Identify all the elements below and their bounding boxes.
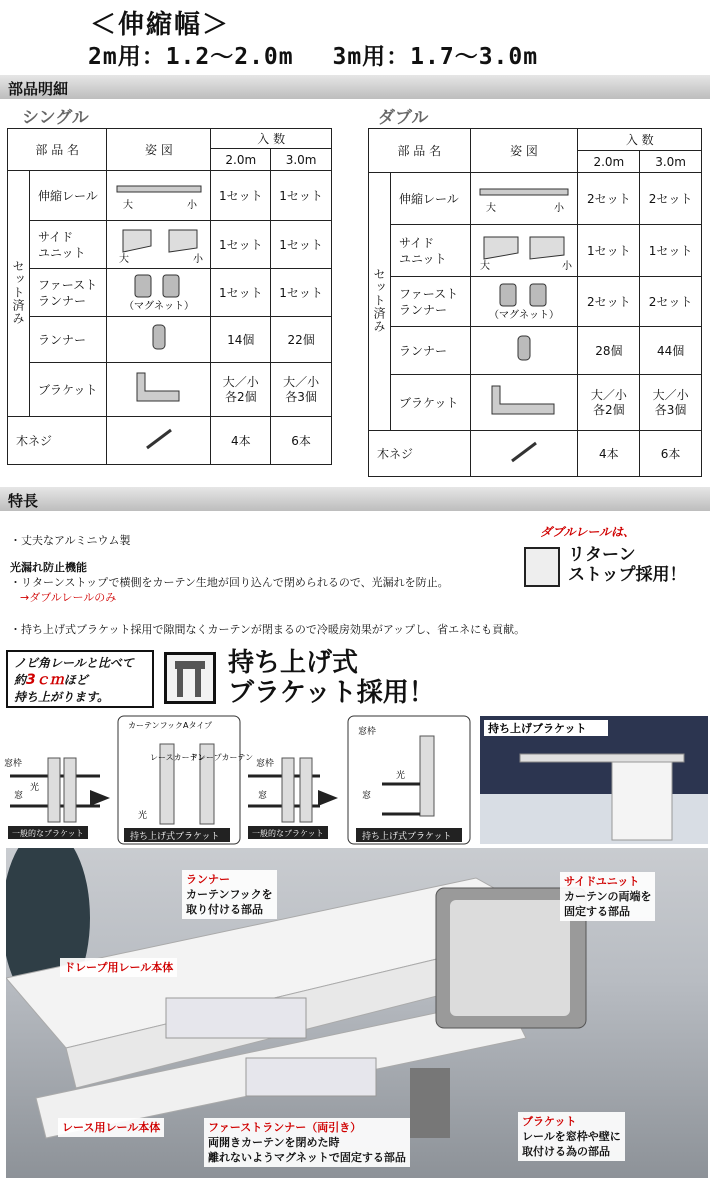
part-figure xyxy=(107,221,211,269)
qty-2m: 4本 xyxy=(211,417,271,465)
qty-3m: 6本 xyxy=(640,431,702,477)
side-unit-figure xyxy=(474,227,574,271)
first-runner-figure xyxy=(111,269,207,313)
set-label: セット済み xyxy=(10,259,25,325)
part-figure xyxy=(470,327,578,375)
fig-small: 小 xyxy=(186,200,197,211)
fig-small: 小 xyxy=(561,261,572,271)
callout-side-unit xyxy=(560,872,655,921)
col-qty: 入 数 xyxy=(578,129,702,151)
qty-3m: 6本 xyxy=(271,417,332,465)
label-light: 光 xyxy=(396,771,406,781)
feature-2: ・リターンストップで横側をカーテン生地が回り込んで閉められるので、光漏れを防止。 xyxy=(10,576,449,589)
qty-2m: 1セット xyxy=(578,225,640,277)
part-name: ファースト ランナー xyxy=(390,277,470,327)
col-2m: 2.0m xyxy=(211,149,271,171)
qty-2m: 1セット xyxy=(211,269,271,317)
fig-small: 小 xyxy=(553,203,564,214)
extension-range: 2m用：1.2〜2.0m 3m用：1.7〜3.0m xyxy=(88,44,539,70)
part-figure xyxy=(470,375,578,431)
fig-magnet: （マグネット） xyxy=(124,301,194,312)
callout-runner-desc: カーテンフックを 取り付ける部品 xyxy=(186,888,273,916)
feature-1: ・丈夫なアルミニウム製 xyxy=(10,534,131,547)
qty-3m: 大／小 各3個 xyxy=(271,363,332,417)
part-name: ブラケット xyxy=(390,375,470,431)
feature-2-note: →ダブルレールのみ xyxy=(20,591,117,604)
part-name: 伸縮レール xyxy=(29,171,107,221)
callout-side-desc: カーテンの両端を 固定する部品 xyxy=(564,890,652,918)
bracket-promo-title: 持ち上げ式 ブラケット採用！ xyxy=(228,648,435,708)
bracket-figure xyxy=(484,380,564,422)
part-figure xyxy=(470,431,578,477)
label-window-frame: 窓枠 xyxy=(256,759,275,769)
callout-bracket-title: ブラケット xyxy=(522,1115,577,1128)
part-figure xyxy=(107,317,211,363)
label-normal-bracket: 一般的なブラケット xyxy=(252,829,324,838)
runner-figure xyxy=(144,321,174,355)
feature-2-title: 光漏れ防止機能 xyxy=(10,561,87,574)
label-window: 窓 xyxy=(14,791,24,801)
set-label-cell xyxy=(369,173,391,431)
label-hook-type: カーテンフックAタイプ xyxy=(128,721,213,730)
col-qty: 入 数 xyxy=(211,129,332,149)
qty-2m: 大／小 各2個 xyxy=(211,363,271,417)
label-photo-bracket: 持ち上げブラケット xyxy=(488,722,587,735)
set-label-cell xyxy=(8,171,30,417)
callout-side-title: サイドユニット xyxy=(564,875,640,888)
callout-bracket xyxy=(518,1112,625,1161)
qty-3m: 2セット xyxy=(640,277,702,327)
label-window: 窓 xyxy=(362,791,372,801)
callout-first-runner xyxy=(204,1118,410,1167)
fig-magnet: （マグネット） xyxy=(489,310,559,321)
col-figure: 姿 図 xyxy=(470,129,578,173)
label-window-frame: 窓枠 xyxy=(358,727,377,737)
qty-3m: 22個 xyxy=(271,317,332,363)
callout-first-desc: 両開きカーテンを閉めた時 離れないようマグネットで固定する部品 xyxy=(208,1136,406,1164)
label-lift-bracket: 持ち上げ式ブラケット xyxy=(362,832,452,842)
col-name: 部 品 名 xyxy=(8,129,107,171)
fig-large: 大 xyxy=(479,261,490,271)
label-lace: レースカーテン xyxy=(150,753,206,762)
label-window-frame: 窓枠 xyxy=(4,759,23,769)
page-title: ＜伸縮幅＞ xyxy=(90,10,231,40)
feature-3: ・持ち上げ式ブラケット採用で隙間なくカーテンが閉まるので冷暖房効果がアップし、省エネにも貢献。 xyxy=(10,623,526,636)
part-name: サイド ユニット xyxy=(29,221,107,269)
set-label: セット済み xyxy=(371,267,386,333)
qty-2m: 1セット xyxy=(211,171,271,221)
section-bar-parts xyxy=(0,75,710,99)
part-figure xyxy=(470,277,578,327)
callout-first-title: ファーストランナー（両引き） xyxy=(208,1121,362,1134)
part-figure xyxy=(470,173,578,225)
qty-3m: 1セット xyxy=(640,225,702,277)
diagram-svg xyxy=(0,714,710,846)
screw-figure xyxy=(139,424,179,454)
runner-figure xyxy=(509,332,539,366)
return-stop-label: リターン ストップ採用！ xyxy=(568,545,687,585)
return-stop-icon xyxy=(524,547,560,587)
part-figure xyxy=(107,171,211,221)
qty-3m: 2セット xyxy=(640,173,702,225)
label-light: 光 xyxy=(30,783,40,793)
callout-drape-rail xyxy=(60,958,177,977)
bracket-figure xyxy=(129,367,189,409)
part-name: 木ネジ xyxy=(8,417,107,465)
part-name: ブラケット xyxy=(29,363,107,417)
part-name: サイド ユニット xyxy=(390,225,470,277)
callout-lace-rail xyxy=(58,1118,164,1137)
part-name: ランナー xyxy=(390,327,470,375)
compare-line-1: ノビ角レールと比べて xyxy=(14,656,134,670)
callout-lace-rail-title: レース用レール本体 xyxy=(62,1121,161,1134)
double-label: ダブル xyxy=(378,108,429,128)
fig-large: 大 xyxy=(118,254,129,264)
comparison-diagram xyxy=(0,714,710,846)
part-name: ランナー xyxy=(29,317,107,363)
qty-3m: 1セット xyxy=(271,221,332,269)
part-figure xyxy=(107,363,211,417)
fig-large: 大 xyxy=(485,203,496,214)
part-figure xyxy=(107,269,211,317)
rail-figure xyxy=(111,174,207,214)
compare-box xyxy=(6,650,154,708)
qty-2m: 4本 xyxy=(578,431,640,477)
part-name: ファースト ランナー xyxy=(29,269,107,317)
qty-3m: 1セット xyxy=(271,171,332,221)
qty-3m: 44個 xyxy=(640,327,702,375)
qty-2m: 28個 xyxy=(578,327,640,375)
section-bar-features xyxy=(0,487,710,511)
first-runner-figure xyxy=(474,278,574,322)
callout-runner xyxy=(182,870,277,919)
double-note: ダブルレールは、 xyxy=(540,525,635,539)
screw-figure xyxy=(504,437,544,467)
qty-3m: 1セット xyxy=(271,269,332,317)
col-name: 部 品 名 xyxy=(369,129,471,173)
callout-bracket-desc: レールを窓枠や壁に 取付ける為の部品 xyxy=(522,1130,621,1158)
qty-2m: 2セット xyxy=(578,277,640,327)
callout-runner-title: ランナー xyxy=(186,873,230,886)
parts-table-double xyxy=(368,128,702,477)
col-3m: 3.0m xyxy=(271,149,332,171)
part-figure xyxy=(470,225,578,277)
section-title: 部品明細 xyxy=(8,80,69,98)
single-label: シングル xyxy=(22,108,89,128)
side-unit-figure xyxy=(111,222,207,264)
label-drape: ドレープカーテン xyxy=(190,753,254,762)
bracket-icon xyxy=(167,655,213,701)
qty-2m: 1セット xyxy=(211,221,271,269)
qty-2m: 大／小 各2個 xyxy=(578,375,640,431)
rail-figure xyxy=(474,177,574,217)
col-2m: 2.0m xyxy=(578,151,640,173)
bracket-promo-icon xyxy=(164,652,216,704)
fig-small: 小 xyxy=(192,254,203,264)
label-light: 光 xyxy=(138,811,148,821)
part-name: 伸縮レール xyxy=(390,173,470,225)
parts-table-single xyxy=(7,128,332,465)
compare-line-2: 約3ｃｍほど xyxy=(14,672,88,688)
label-lift-bracket: 持ち上げ式ブラケット xyxy=(130,832,220,842)
qty-2m: 14個 xyxy=(211,317,271,363)
section-title: 特長 xyxy=(8,492,39,510)
qty-3m: 大／小 各3個 xyxy=(640,375,702,431)
part-name: 木ネジ xyxy=(369,431,471,477)
fig-large: 大 xyxy=(122,200,133,211)
label-window: 窓 xyxy=(258,791,268,801)
part-figure xyxy=(107,417,211,465)
qty-2m: 2セット xyxy=(578,173,640,225)
col-3m: 3.0m xyxy=(640,151,702,173)
callout-drape-rail-title: ドレープ用レール本体 xyxy=(64,961,174,974)
compare-line-3: 持ち上がります。 xyxy=(14,690,110,704)
col-figure: 姿 図 xyxy=(107,129,211,171)
label-normal-bracket: 一般的なブラケット xyxy=(12,829,84,838)
